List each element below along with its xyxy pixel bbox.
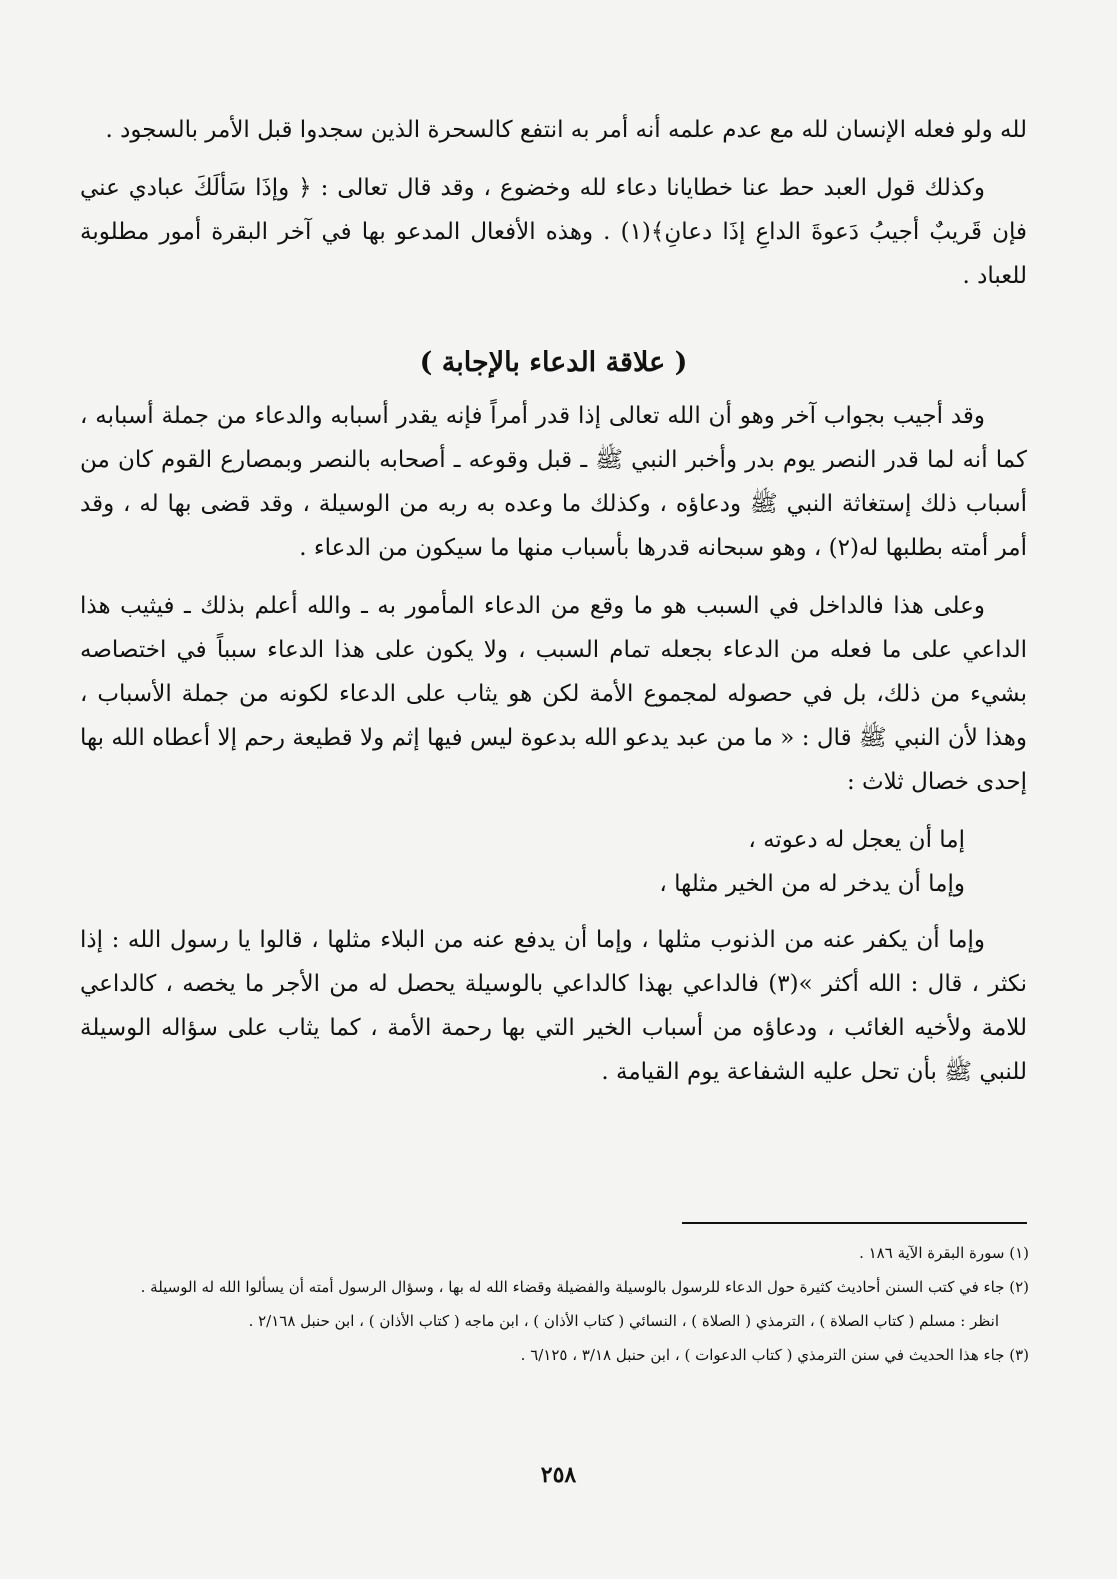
paragraph-2: وكذلك قول العبد حط عنا خطايانا دعاء لله وخضوع ، وقد قال تعالى : ﴿ وإذَا سَألَكَ عبادي عني فإن قَريبٌ أجيبُ دَعوةَ الداعِ إذَا دعانِ﴾(١) . وهذه الأفعال المدعو بها في آخر البقرة أمور مطلوبة للعباد . [80,175,1027,289]
list-item: إما أن يعجل له دعوته ، [748,827,965,853]
page-number: ٢٥٨ [540,1462,577,1488]
paragraph-3: وقد أجيب بجواب آخر وهو أن الله تعالى إذا قدر أمراً فإنه يقدر أسبابه والدعاء من جملة أسبابه ، كما أنه لما قدر النصر يوم بدر وأخبر النبي ﷺ ـ قبل وقوعه ـ أصحابه بالنصر وبمصارع القوم كان من أسباب ذلك إستغاثة النبي ﷺ ودعاؤه ، وكذلك ما وعده به ربه من الوسيلة ، وقد قضى بها له ، وقد أمر أمته بطلبها له(٢) ، وهو سبحانه قدرها بأسباب منها ما سيكون من الدعاء . [80,403,1027,561]
paragraph-4: وعلى هذا فالداخل في السبب هو ما وقع من الدعاء المأمور به ـ والله أعلم بذلك ـ فيثيب هذا الداعي على ما فعله من الدعاء بجعله تمام السبب ، ولا يكون على هذا الدعاء سبباً في اختصاصه بشيء من ذلك، بل في حصوله لمجموع الأمة لكن هو يثاب على الدعاء لكونه من جملة الأسباب ، وهذا لأن النبي ﷺ قال : « ما من عبد يدعو الله بدعوة ليس فيها إثم ولا قطيعة رحم إلا أعطاه الله بها إحدى خصال ثلاث : [80,593,1027,795]
hadith-list [80,818,1027,906]
footnote-separator [682,1222,1027,1224]
footnotes [80,1238,1029,1374]
footnote-2-references: انظر : مسلم ( كتاب الصلاة ) ، الترمذي ( الصلاة ) ، النسائي ( كتاب الأذان ) ، ابن ماجه ( كتاب الأذان ) ، ابن حنبل ٢/١٦٨ . [248,1312,999,1330]
paragraph-1: لله ولو فعله الإنسان لله مع عدم علمه أنه أمر به انتفع كالسحرة الذين سجدوا قبل الأمر بالسجود . [105,117,1027,143]
section-heading: ( علاقة الدعاء بالإجابة ) [419,347,688,378]
footnote-1: (١) سورة البقرة الآية ١٨٦ . [859,1244,1029,1262]
paragraph-5: وإما أن يكفر عنه من الذنوب مثلها ، وإما أن يدفع عنه من البلاء مثلها ، قالوا يا رسول الله : إذا نكثر ، قال : الله أكثر »(٣) فالداعي بهذا كالداعي بالوسيلة يحصل له من الأجر ما يخصه ، كالداعي للامة ولأخيه الغائب ، ودعاؤه من أسباب الخير التي بها رحمة الأمة ، كما يثاب على سؤاله الوسيلة للنبي ﷺ بأن تحل عليه الشفاعة يوم القيامة . [80,927,1027,1085]
list-item: وإما أن يدخر له من الخير مثلها ، [659,871,965,897]
footnote-3: (٣) جاء هذا الحديث في سنن الترمذي ( كتاب الدعوات ) ، ابن حنبل ٣/١٨ ، ٦/١٢٥ . [520,1346,1029,1364]
footnote-2: (٢) جاء في كتب السنن أحاديث كثيرة حول الدعاء للرسول بالوسيلة والفضيلة وقضاء الله له بها ، وسؤال الرسول أمته أن يسألوا الله له الوسيلة . [140,1278,1029,1296]
main-text [80,108,1027,1108]
